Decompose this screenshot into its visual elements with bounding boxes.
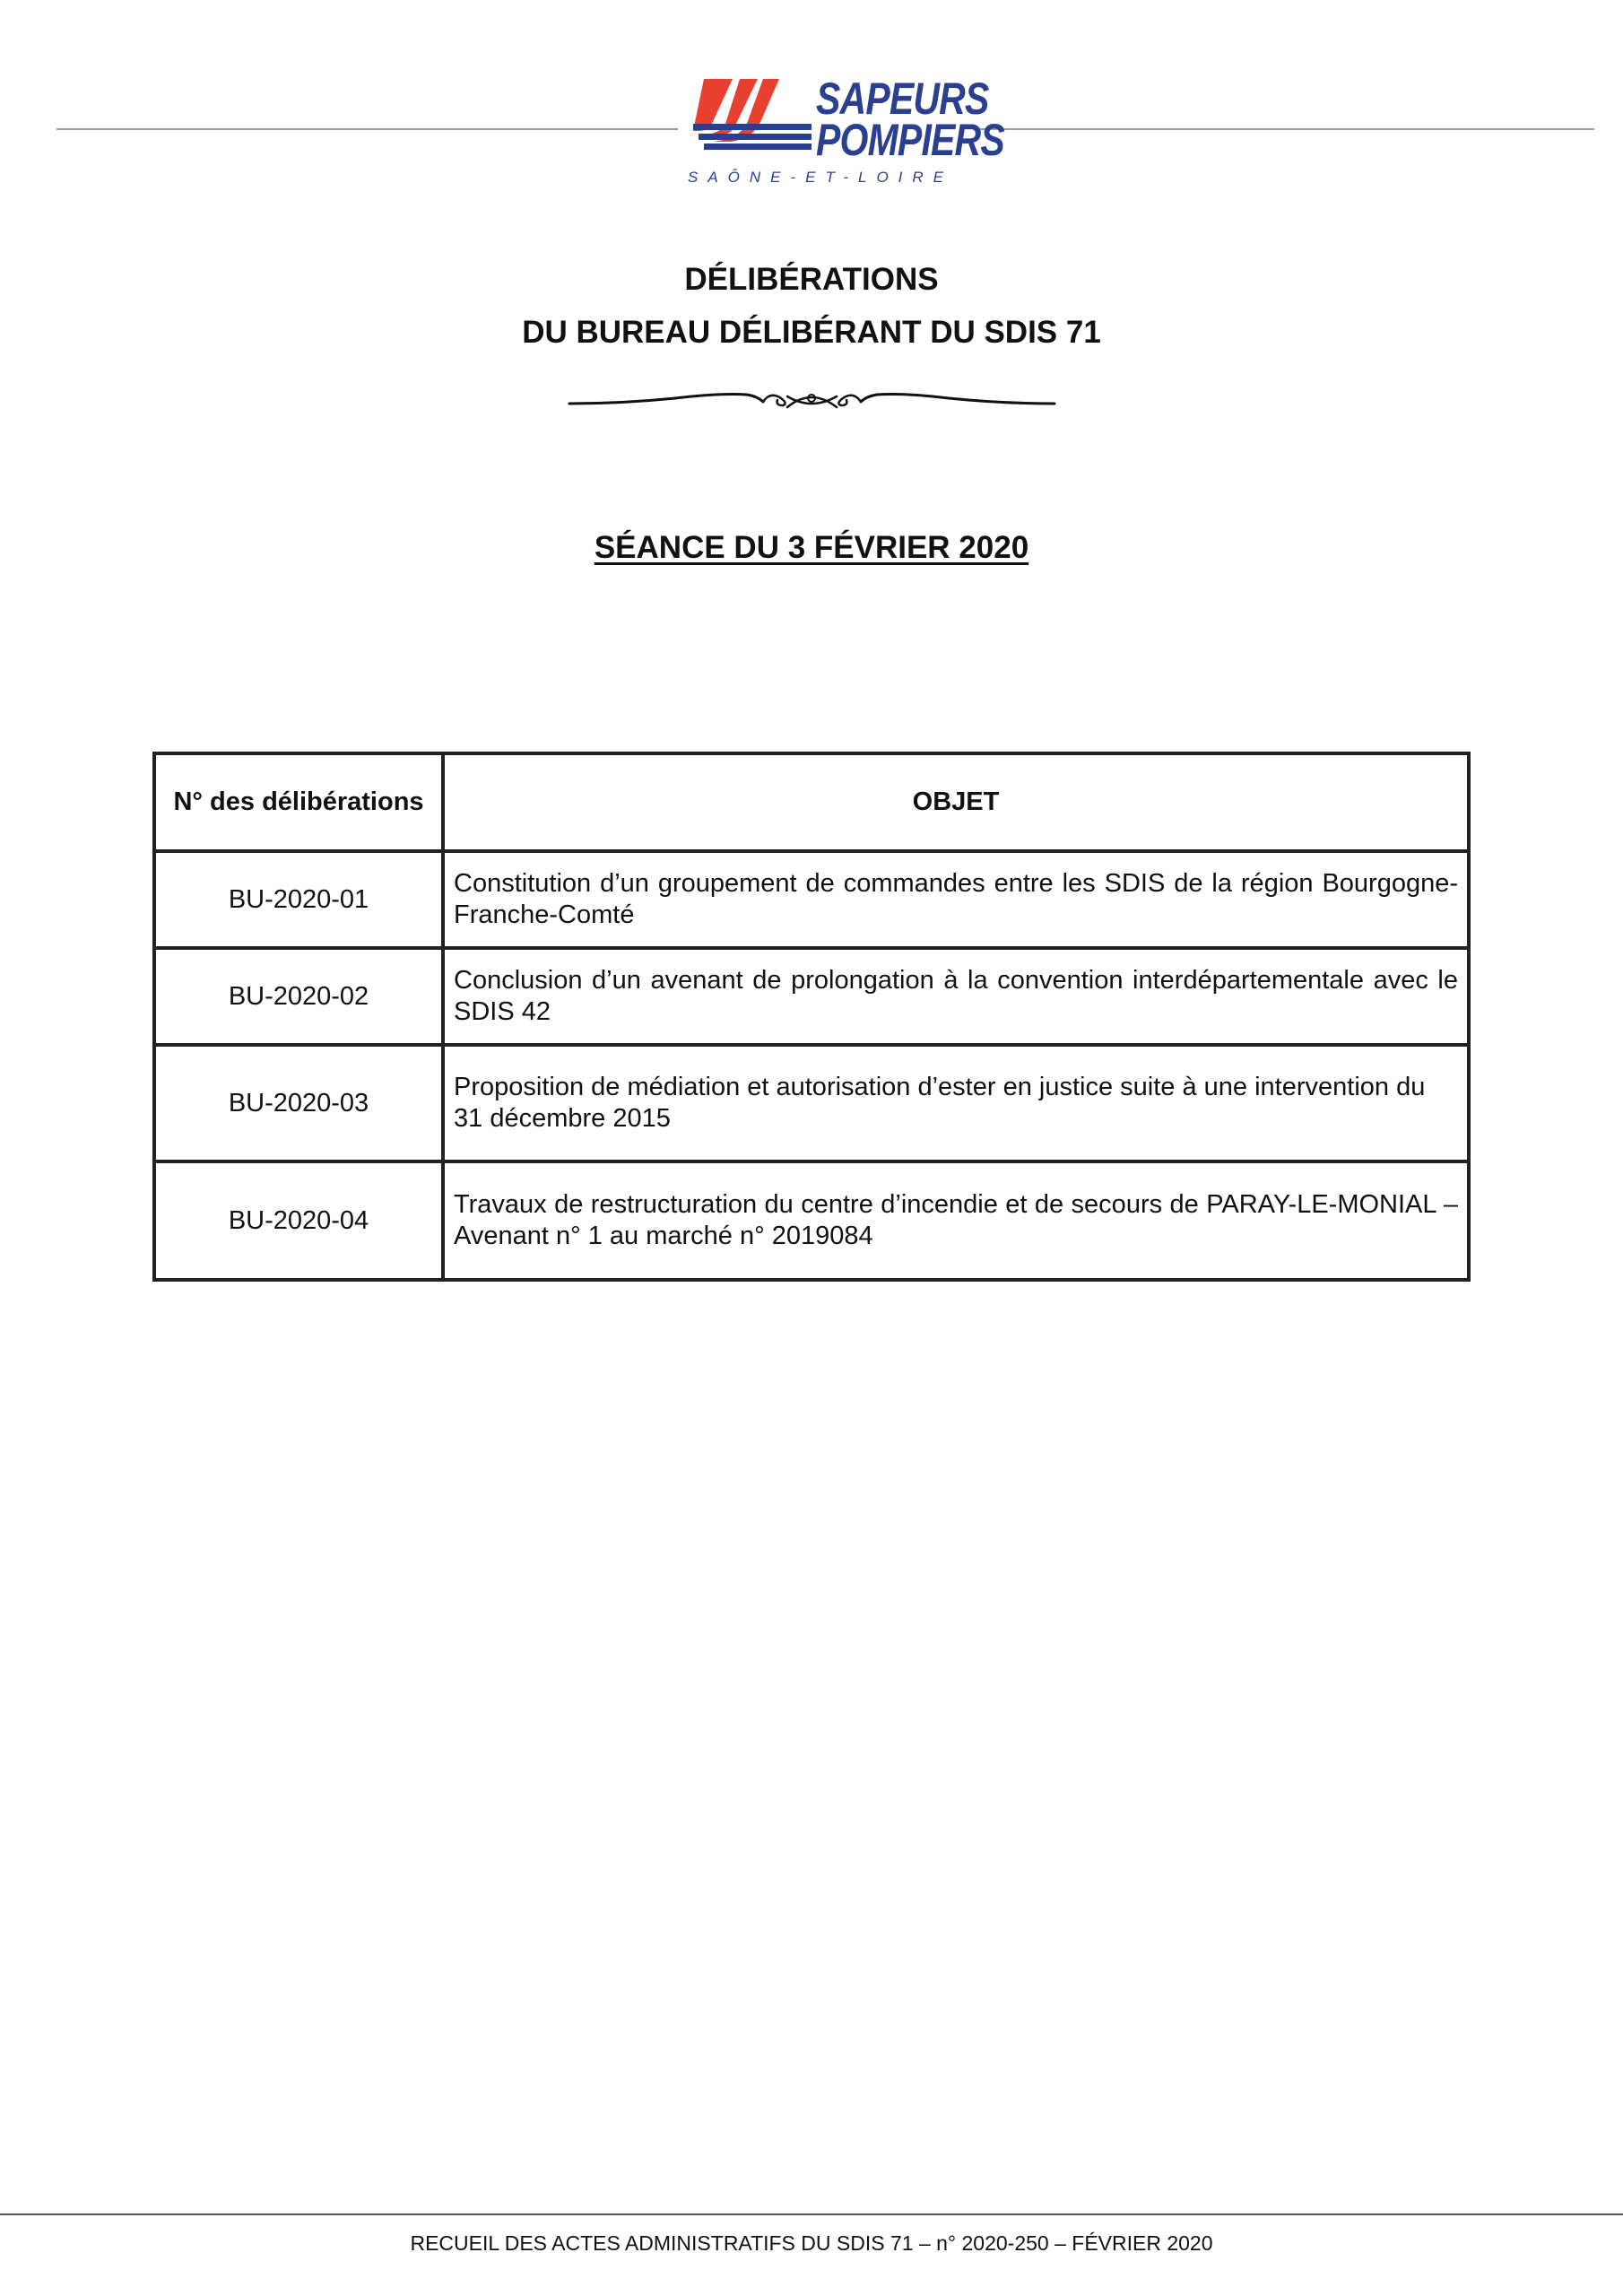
page-title-line1: DÉLIBÉRATIONS: [684, 262, 939, 297]
deliberation-object: Constitution d’un groupement de commandes entre les SDIS de la région Bourgogne-Franche-Comté: [443, 851, 1467, 948]
table-row: [156, 851, 1467, 948]
footer-rule: [0, 2213, 1623, 2215]
deliberation-object: Conclusion d’un avenant de prolongation à la convention interdépartementale avec le SDIS 42: [443, 948, 1467, 1045]
page-title-line2: DU BUREAU DÉLIBÉRANT DU SDIS 71: [522, 315, 1101, 350]
table-header-row: [156, 755, 1467, 851]
page-footer: RECUEIL DES ACTES ADMINISTRATIFS DU SDIS 71 – n° 2020-250 – FÉVRIER 2020: [410, 2231, 1213, 2255]
table-row: [156, 1045, 1467, 1161]
deliberation-object: Proposition de médiation et autorisation d’ester en justice suite à une intervention du 31 décembre 2015: [443, 1045, 1467, 1161]
column-header-object: OBJET: [443, 755, 1467, 851]
logo-word-pompiers: POMPIERS: [816, 115, 1004, 165]
ornament-flourish-icon: [568, 384, 1056, 420]
logo-subtitle: SAÔNE-ET-LOIRE: [687, 169, 954, 186]
logo-stripes-icon: [686, 72, 820, 161]
deliberation-number: BU-2020-02: [156, 948, 443, 1045]
deliberation-number: BU-2020-01: [156, 851, 443, 948]
deliberations-table: [152, 752, 1471, 1282]
header-rule-right: [976, 128, 1594, 130]
column-header-number: N° des délibérations: [156, 755, 443, 851]
deliberation-number: BU-2020-03: [156, 1045, 443, 1161]
header-rule-left: [56, 128, 678, 130]
session-date-heading: [0, 530, 1623, 566]
session-date-text: SÉANCE DU 3 FÉVRIER 2020: [594, 530, 1029, 565]
table-row: [156, 1161, 1467, 1278]
logo-word-sapeurs: SAPEURS: [816, 74, 989, 124]
deliberation-object: Travaux de restructuration du centre d’incendie et de secours de PARAY-LE-MONIAL – Avenant n° 1 au marché n° 2019084: [443, 1161, 1467, 1278]
table-row: [156, 948, 1467, 1045]
sapeurs-pompiers-logo: [686, 72, 1004, 193]
deliberation-number: BU-2020-04: [156, 1161, 443, 1278]
